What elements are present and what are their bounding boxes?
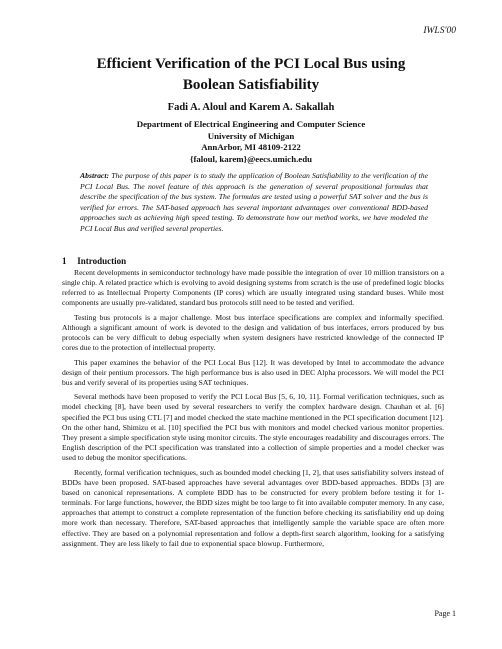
- paragraph: Several methods have been proposed to verify the PCI Local Bus [5, 6, 10, 11]. Formal verification techniques, such as model checking [8], have been used by several researchers to verify the complex hardware design. Chauhan et al. [6] specified the PCI bus using CTL [7] and model checked the state machine mentioned in the PCI specification document [12]. On the other hand, Shimizu et al. [10] specified the PCI bus with monitors and model checked various monitor properties. They present a simple specification style using monitor circuits. The style encourages readability and discourages errors. The English description of the PCI specification was translated into a collection of simple properties and a model checker was used to debug the monitor specifications.: [62, 392, 444, 463]
- university: University of Michigan: [207, 130, 295, 141]
- email: {faloul, karem}@eecs.umich.edu: [190, 153, 312, 164]
- title-line: Efficient Verification of the PCI Local Bus using: [96, 56, 406, 72]
- section-heading: [62, 256, 126, 266]
- paper-title: [40, 54, 462, 96]
- paragraph: This paper examines the behavior of the PCI Local Bus [12]. It was developed by Intel to accommodate the advance design of their pentium processors. The high performance bus is also used in DEC Alpha processors. We will model the PCI bus and verify several of its properties using SAT techniques.: [62, 357, 444, 387]
- abstract: [80, 171, 428, 235]
- section-title: Introduction: [77, 256, 127, 266]
- paragraph: Testing bus protocols is a major challenge. Most bus interface specifications are complex and informally specified. Although a significant amount of work is devoted to the design and validation of bus interfaces, errors produced by bus protocols can be very difficult to debug especially when system designers have restricted knowledge of the connected IP cores due to the protection of intellectual property.: [62, 312, 444, 353]
- paragraph: Recent developments in semiconductor technology have made possible the integration of over 10 million transistors on a single chip. A related practice which is evolving to avoid designing systems from scratch is the use of predefined logic blocks referred to as Intellectual Property Components (IP cores) which are usually integrated using standard buses. While most components are usually pre-validated, standard bus protocols still need to be tested and verified.: [62, 268, 444, 308]
- abstract-text: The purpose of this paper is to study the application of Boolean Satisfiability to the verification of the PCI Local Bus. The novel feature of this approach is the generation of several propositional formulas that describe the specification of the bus system. The formulas are tested using a powerful SAT solver and the bus is verified for errors. The SAT-based approach has several important advantages over conventional BDD-based approaches such as achieving high speed testing. To demonstrate how our method works, we have modeled the PCI Local Bus and verified several properties.: [80, 171, 429, 233]
- address: AnnArbor, MI 48109-2122: [201, 142, 301, 153]
- paragraph: Recently, formal verification techniques, such as bounded model checking [1, 2], that uses satisfiability solvers instead of BDDs have been proposed. SAT-based approaches have several advantages over BDD-based approaches. BDDs [3] are based on canonical representations. A complete BDD has to be constructed for every problem before testing it for 1-terminals. For large functions, however, the BDD sizes might be too large to fit into available computer memory. In any case, approaches that attempt to construct a complete representation of the function before checking its satisfiability end up doing more work than necessary. Therefore, SAT-based approaches that intelligently sample the variable space are often more effective. They are based on a polynomial representation and follow a depth-first search algorithm, looking for a satisfying assignment. They are less likely to fail due to exponential space blowup. Furthermore,: [62, 467, 444, 548]
- body-text: [62, 268, 444, 553]
- title-line: Boolean Satisfiability: [182, 77, 320, 93]
- section-number: 1: [62, 256, 67, 266]
- page-number: Page 1: [434, 609, 456, 618]
- abstract-label: Abstract:: [80, 171, 110, 180]
- running-head: IWLS'00: [423, 26, 456, 36]
- author-names: Fadi A. Aloul and Karem A. Sakallah: [167, 102, 335, 113]
- affiliation-block: [40, 119, 462, 165]
- department: Department of Electrical Engineering and Computer Science: [136, 119, 366, 129]
